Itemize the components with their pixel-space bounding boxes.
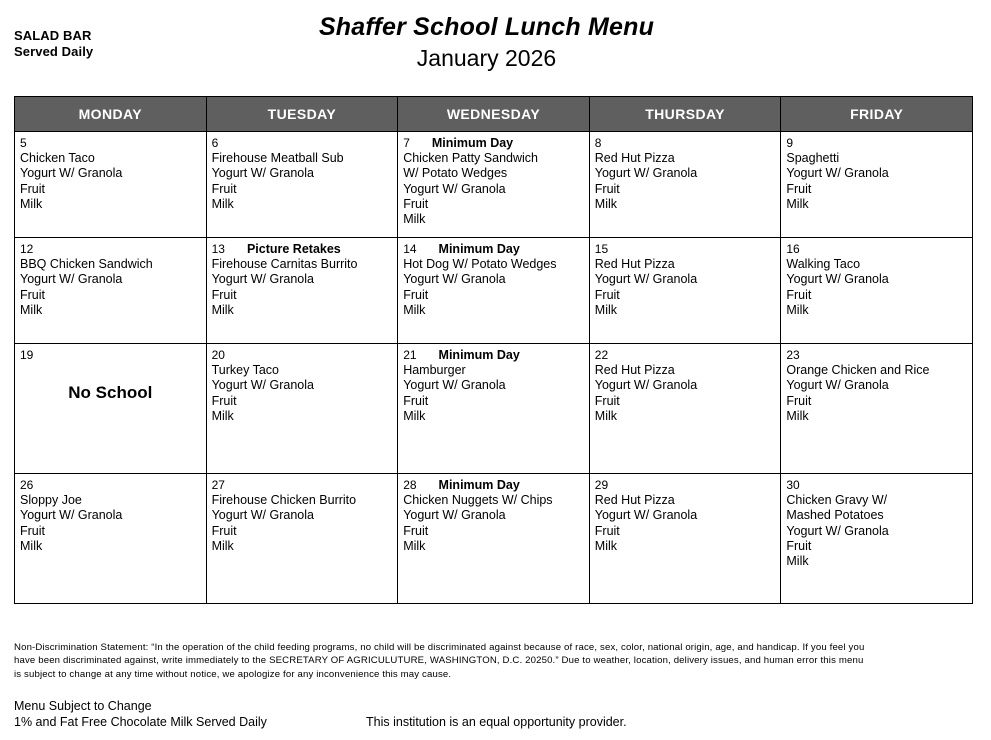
day-cell	[15, 474, 207, 604]
day-note: Picture Retakes	[246, 242, 341, 256]
day-cell-content	[398, 132, 589, 229]
weekday-header-friday: FRIDAY	[781, 97, 973, 132]
date-number: 27	[211, 478, 225, 492]
menu-item: Milk	[403, 538, 426, 553]
day-cell-content	[15, 344, 206, 402]
menu-item: Yogurt W/ Granola	[786, 272, 889, 287]
menu-item: Milk	[594, 302, 617, 317]
day-cell	[206, 344, 398, 474]
week-row	[15, 238, 973, 344]
weekday-header-row	[15, 97, 973, 132]
menu-item: Fruit	[20, 523, 45, 538]
date-number: 23	[786, 348, 800, 362]
date-line	[212, 348, 393, 363]
menu-item: Fruit	[211, 393, 237, 408]
day-note: Minimum Day	[431, 136, 514, 150]
day-cell	[398, 344, 590, 474]
day-cell-content	[398, 238, 589, 320]
weekday-header-thursday: THURSDAY	[589, 97, 781, 132]
menu-item: Yogurt W/ Granola	[403, 181, 506, 196]
week-row	[15, 132, 973, 238]
date-line	[595, 478, 776, 493]
salad-bar-subtitle: Served Daily	[14, 44, 94, 59]
day-cell-content	[207, 474, 398, 556]
date-line	[595, 242, 776, 257]
menu-item: Milk	[403, 302, 426, 317]
lunch-menu-calendar	[14, 96, 973, 604]
menu-item: Yogurt W/ Granola	[403, 378, 506, 393]
menu-item: Fruit	[594, 523, 620, 538]
date-number: 22	[594, 348, 609, 362]
date-number: 26	[20, 478, 34, 492]
menu-item: Yogurt W/ Granola	[211, 166, 314, 181]
date-line	[595, 136, 776, 151]
menu-item: Fruit	[403, 393, 429, 408]
day-cell	[206, 474, 398, 604]
date-number: 5	[20, 136, 27, 150]
menu-item: Milk	[211, 538, 234, 553]
menu-item: Milk	[20, 538, 43, 553]
date-line	[20, 348, 201, 363]
menu-item: Yogurt W/ Granola	[211, 272, 314, 287]
menu-item: Chicken Taco	[20, 151, 95, 166]
day-cell-content	[590, 238, 781, 320]
day-cell-content	[590, 474, 781, 556]
footer-notes	[14, 698, 976, 730]
menu-item: Yogurt W/ Granola	[403, 272, 506, 287]
menu-item: Milk	[403, 212, 426, 227]
weekday-header-wednesday: WEDNESDAY	[398, 97, 590, 132]
weekday-header-tuesday: TUESDAY	[206, 97, 398, 132]
menu-item: Yogurt W/ Granola	[20, 272, 123, 287]
day-cell	[589, 238, 781, 344]
page-title: Shaffer School Lunch Menu	[318, 13, 655, 41]
date-number: 9	[786, 136, 794, 150]
menu-item: Fruit	[403, 523, 429, 538]
non-discrimination-line-3: is subject to change at any time without notice, we apologize for any inconvenience this may cause.	[14, 668, 452, 680]
date-line	[20, 478, 201, 493]
day-cell	[781, 238, 973, 344]
date-number: 28	[403, 478, 417, 492]
date-number: 30	[786, 478, 800, 492]
menu-item: Fruit	[211, 523, 237, 538]
non-discrimination-line-2: have been discriminated against, write immediately to the SECRETARY OF AGRICULUTURE, WASHINGTON, D.C. 20250.” Due to weather, location, delivery issues, and human error this menu	[14, 655, 864, 667]
menu-item: Yogurt W/ Granola	[20, 166, 123, 181]
menu-item: Milk	[211, 408, 234, 423]
menu-item: Fruit	[20, 181, 45, 196]
date-line	[212, 242, 393, 257]
menu-subject-to-change-note: Menu Subject to Change	[14, 699, 152, 714]
day-cell	[206, 238, 398, 344]
menu-item: Milk	[20, 196, 43, 211]
date-number: 29	[594, 478, 609, 492]
day-cell-content	[590, 132, 781, 214]
date-number: 15	[594, 242, 609, 256]
menu-item: Milk	[786, 408, 809, 423]
no-school-label: No School	[68, 383, 153, 403]
calendar-head	[15, 97, 973, 132]
date-line	[786, 242, 967, 257]
menu-item: Milk	[403, 408, 426, 423]
day-cell-content	[398, 344, 589, 426]
day-cell-content	[207, 344, 398, 426]
menu-item: Firehouse Chicken Burrito	[211, 493, 357, 508]
milk-note: 1% and Fat Free Chocolate Milk Served Daily	[14, 715, 267, 730]
menu-item: Red Hut Pizza	[594, 151, 675, 166]
menu-item: Hot Dog W/ Potato Wedges	[403, 257, 557, 272]
menu-item: Orange Chicken and Rice	[786, 363, 930, 378]
menu-item: Spaghetti	[786, 151, 840, 166]
menu-item: Yogurt W/ Granola	[594, 378, 698, 393]
day-cell	[15, 132, 207, 238]
day-note: Minimum Day	[438, 242, 520, 256]
day-cell-content	[781, 238, 972, 320]
menu-item: Yogurt W/ Granola	[786, 166, 889, 181]
page-header	[0, 0, 991, 88]
menu-item: Milk	[786, 554, 809, 569]
footer	[14, 641, 976, 730]
menu-item: Mashed Potatoes	[786, 508, 884, 523]
date-line	[786, 478, 967, 493]
menu-item: Fruit	[594, 287, 620, 302]
menu-item: BBQ Chicken Sandwich	[20, 257, 153, 272]
menu-item: Walking Taco	[786, 257, 861, 272]
menu-item: Fruit	[403, 287, 429, 302]
weekday-header-monday: MONDAY	[15, 97, 207, 132]
date-line	[20, 242, 201, 257]
date-line	[403, 136, 584, 151]
menu-item: Fruit	[211, 181, 237, 196]
week-row	[15, 344, 973, 474]
menu-item: Yogurt W/ Granola	[786, 378, 889, 393]
menu-item: Milk	[211, 302, 234, 317]
menu-item: Milk	[594, 408, 617, 423]
date-number: 14	[403, 242, 417, 256]
menu-item: Milk	[211, 196, 234, 211]
day-cell	[206, 132, 398, 238]
menu-item: Fruit	[786, 393, 812, 408]
date-line	[403, 242, 584, 257]
menu-item: Yogurt W/ Granola	[211, 378, 314, 393]
day-cell	[398, 474, 590, 604]
menu-item: Milk	[786, 302, 809, 317]
equal-opportunity-note: This institution is an equal opportunity provider.	[366, 715, 627, 730]
date-line	[212, 136, 393, 151]
week-row	[15, 474, 973, 604]
menu-item: Firehouse Meatball Sub	[211, 151, 344, 166]
menu-item: Milk	[786, 196, 809, 211]
menu-item: Turkey Taco	[211, 363, 279, 378]
day-cell-content	[15, 238, 206, 320]
menu-item: Yogurt W/ Granola	[594, 508, 698, 523]
menu-item: Fruit	[594, 181, 620, 196]
non-discrimination-statement	[14, 641, 976, 681]
date-number: 7	[403, 136, 410, 150]
day-cell-content	[15, 474, 206, 556]
menu-item: Fruit	[786, 287, 812, 302]
day-cell-content	[15, 132, 206, 214]
date-line	[786, 136, 967, 151]
calendar-container	[14, 96, 973, 604]
day-cell	[589, 474, 781, 604]
menu-item: W/ Potato Wedges	[403, 166, 508, 181]
menu-item: Chicken Patty Sandwich	[403, 151, 538, 166]
date-line	[403, 348, 584, 363]
page-subtitle: January 2026	[416, 45, 557, 71]
day-cell-content	[781, 132, 972, 214]
calendar-body	[15, 132, 973, 604]
menu-item: Fruit	[594, 393, 620, 408]
menu-item: Fruit	[786, 181, 812, 196]
day-note: Minimum Day	[438, 478, 520, 492]
day-cell	[589, 344, 781, 474]
footer-bottom-row	[14, 714, 976, 730]
day-note: Minimum Day	[438, 348, 520, 362]
date-number: 16	[786, 242, 800, 256]
menu-item: Red Hut Pizza	[594, 493, 675, 508]
date-number: 19	[20, 348, 34, 362]
non-discrimination-line-1: Non-Discrimination Statement: “In the operation of the child feeding programs, no child will be discriminated against because of race, sex, color, national origin, age, and handicap. If you feel you	[14, 642, 865, 653]
day-cell	[15, 238, 207, 344]
menu-item: Fruit	[403, 196, 429, 211]
date-line	[212, 478, 393, 493]
menu-item: Fruit	[786, 538, 812, 553]
menu-item: Yogurt W/ Granola	[594, 272, 698, 287]
date-line	[20, 136, 201, 151]
day-cell	[781, 132, 973, 238]
day-cell-content	[398, 474, 589, 556]
menu-item: Red Hut Pizza	[594, 363, 675, 378]
day-cell-content	[207, 132, 398, 214]
date-number: 20	[211, 348, 225, 362]
menu-item: Yogurt W/ Granola	[211, 508, 314, 523]
day-cell	[589, 132, 781, 238]
date-number: 21	[403, 348, 417, 362]
date-number: 8	[594, 136, 602, 150]
day-cell	[781, 474, 973, 604]
menu-item: Firehouse Carnitas Burrito	[211, 257, 358, 272]
date-line	[595, 348, 776, 363]
title-block	[0, 12, 991, 73]
day-cell-content	[781, 344, 972, 426]
date-line	[403, 478, 584, 493]
day-cell	[15, 344, 207, 474]
day-cell-content	[590, 344, 781, 426]
salad-bar-title: SALAD BAR	[14, 28, 92, 43]
menu-item: Chicken Nuggets W/ Chips	[403, 493, 553, 508]
menu-item: Yogurt W/ Granola	[403, 508, 506, 523]
menu-item: Sloppy Joe	[20, 493, 82, 508]
menu-item: Hamburger	[403, 363, 466, 378]
menu-item: Fruit	[20, 287, 45, 302]
menu-item: Yogurt W/ Granola	[20, 508, 123, 523]
menu-item: Fruit	[211, 287, 237, 302]
menu-item: Milk	[594, 196, 617, 211]
date-number: 6	[211, 136, 219, 150]
menu-item: Red Hut Pizza	[594, 257, 675, 272]
day-cell	[398, 238, 590, 344]
day-cell-content	[781, 474, 972, 571]
date-line	[786, 348, 967, 363]
day-cell-content	[207, 238, 398, 320]
menu-item: Milk	[20, 302, 43, 317]
menu-item: Chicken Gravy W/	[786, 493, 888, 508]
menu-item: Yogurt W/ Granola	[594, 166, 698, 181]
menu-item: Yogurt W/ Granola	[786, 523, 889, 538]
day-cell	[398, 132, 590, 238]
menu-item: Milk	[594, 538, 617, 553]
date-number: 12	[20, 242, 34, 256]
day-cell	[781, 344, 973, 474]
date-number: 13	[211, 242, 225, 256]
